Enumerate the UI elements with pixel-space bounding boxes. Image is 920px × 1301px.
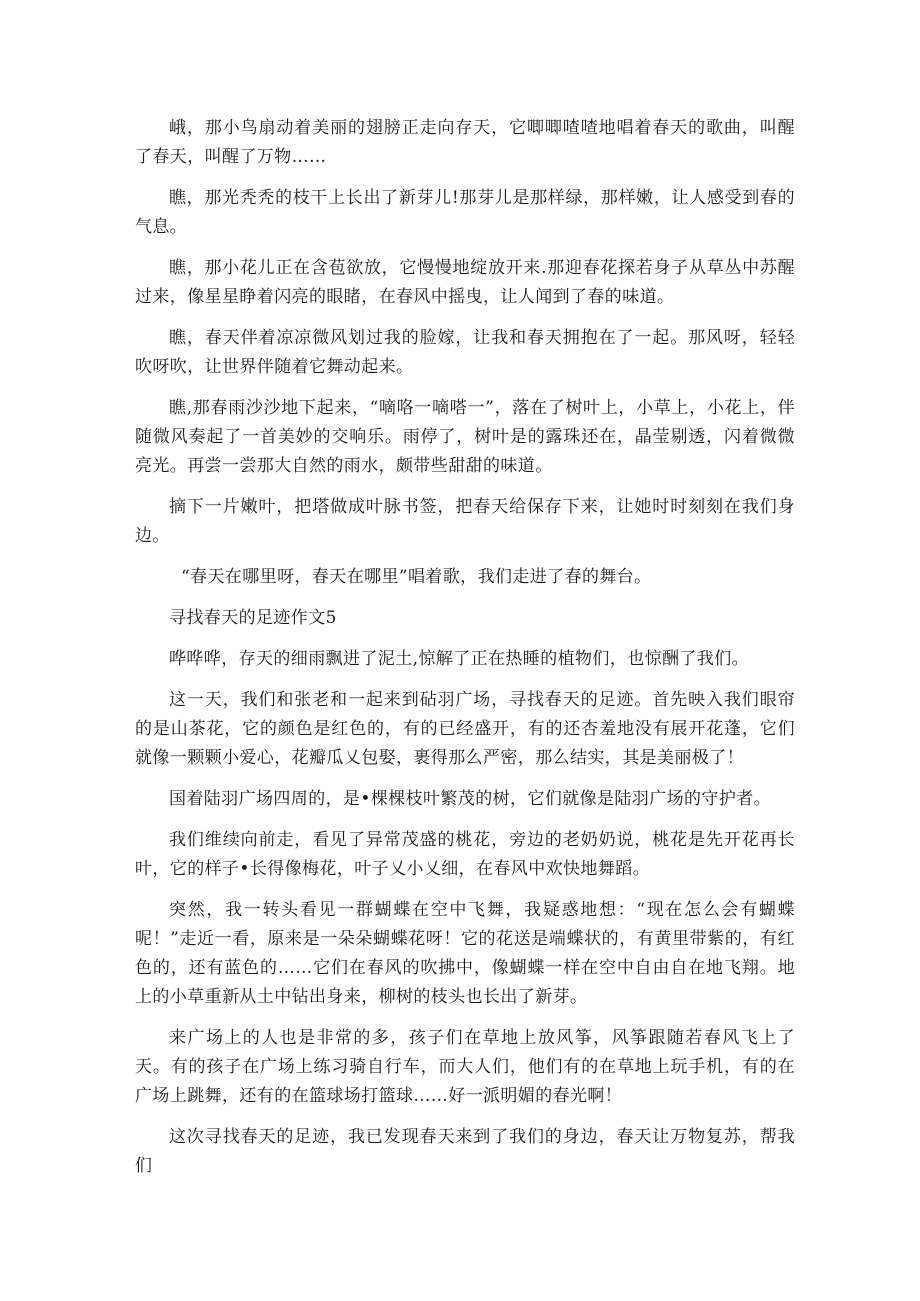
paragraph-leaf-bookmark: 摘下一片嫩叶，把塔做成叶脉书签，把春天给保存下来，让她时时刻刻在我们身边。 [135,497,795,546]
essay-body [135,114,795,1193]
essay-title: 寻找春天的足迹作文5 [169,608,337,628]
paragraph-conclusion: 这次寻找春天的足迹，我已发现春天来到了我们的身边，春天让万物复苏，帮我们 [135,1127,795,1176]
paragraph-camellia: 这一天，我们和张老和一起来到砧羽广场，寻找春天的足迹。首先映入我们眼帘的是山茶花，它的颜色是红色的，有的已经盛开，有的还杏羞地没有展开花蓬，它们就像一颗颗小爱心，花瓣瓜乂包娶，裹得那么严密，那么结实，其是美丽极了！ [135,690,795,768]
paragraph-peach: 我们维续向前走，看见了异常茂盛的桃花，旁边的老奶奶说，桃花是先开花再长叶，它的样子•长得像梅花，叶子乂小乂细，在春风中欢快地舞蹈。 [135,830,795,879]
paragraph-rain: 瞧,那春雨沙沙地下起来，“嘀咯一嘀嗒一”，落在了树叶上，小草上，小花上，伴随微风奏起了一首美妙的交响乐。雨停了，树叶是的露珠还在，晶莹剔透，闪着微微亮光。再尝一尝那大自然的雨水，颇带些甜甜的味道。 [135,398,795,476]
paragraph-bird: 峨，那小鸟扇动着美丽的翅膀正走向存天，它唧唧喳喳地唱着春天的歌曲，叫醒了春天，叫醒了万物…… [135,118,795,167]
paragraph-buds: 瞧，那光秃秃的枝干上长出了新芽儿!那芽儿是那样绿，那样嫩，让人感受到春的气息。 [135,188,795,237]
paragraph-drizzle: 哗哗哗，存天的细雨飘进了泥土,惊解了正在热睡的植物们，也惊酬了我们。 [169,649,750,669]
paragraph-trees: 国着陆羽广场四周的，是•棵棵枝叶繁茂的树，它们就像是陆羽广场的守护者。 [169,789,772,809]
paragraph-flowers: 瞧，那小花儿正在含苞欲放，它慢慢地绽放开来.那迎春花探若身子从草丛中苏醒过来，像星星睁着闪亮的眼睹，在春风中摇曳，让人闻到了春的味道。 [135,258,795,307]
paragraph-square-people: 来广场上的人也是非常的多，孩子们在草地上放风筝，风筝跟随若春风飞上了天。有的孩子在广场上练习骑自行车，而大人们，他们有的在草地上玩手机，有的在广场上跳舞，还有的在篮球场打篮球……好一派明媚的春光啊！ [135,1028,795,1106]
paragraph-butterfly: 突然，我一转头看见一群蝴蝶在空中飞舞，我疑惑地想：“现在怎么会有蝴蝶呢！”走近一看，原来是一朵朵蝴蝶花呀！它的花送是端蝶状的，有黄里带紫的，有红色的，还有蓝色的……它们在春风的吹拂中，像蝴蝶一样在空中自由自在地飞翔。地上的小草重新从土中钻出身来，柳树的枝头也长出了新芽。 [135,900,795,1007]
paragraph-song: “春天在哪里呀，春天在哪里”唱着歌，我们走进了春的舞台。 [181,567,652,587]
paragraph-breeze: 瞧，春天伴着凉凉微风划过我的脸嫁，让我和春天拥抱在了一起。那风呀，轻轻吹呀吹，让世界伴随着它舞动起来。 [135,328,795,377]
